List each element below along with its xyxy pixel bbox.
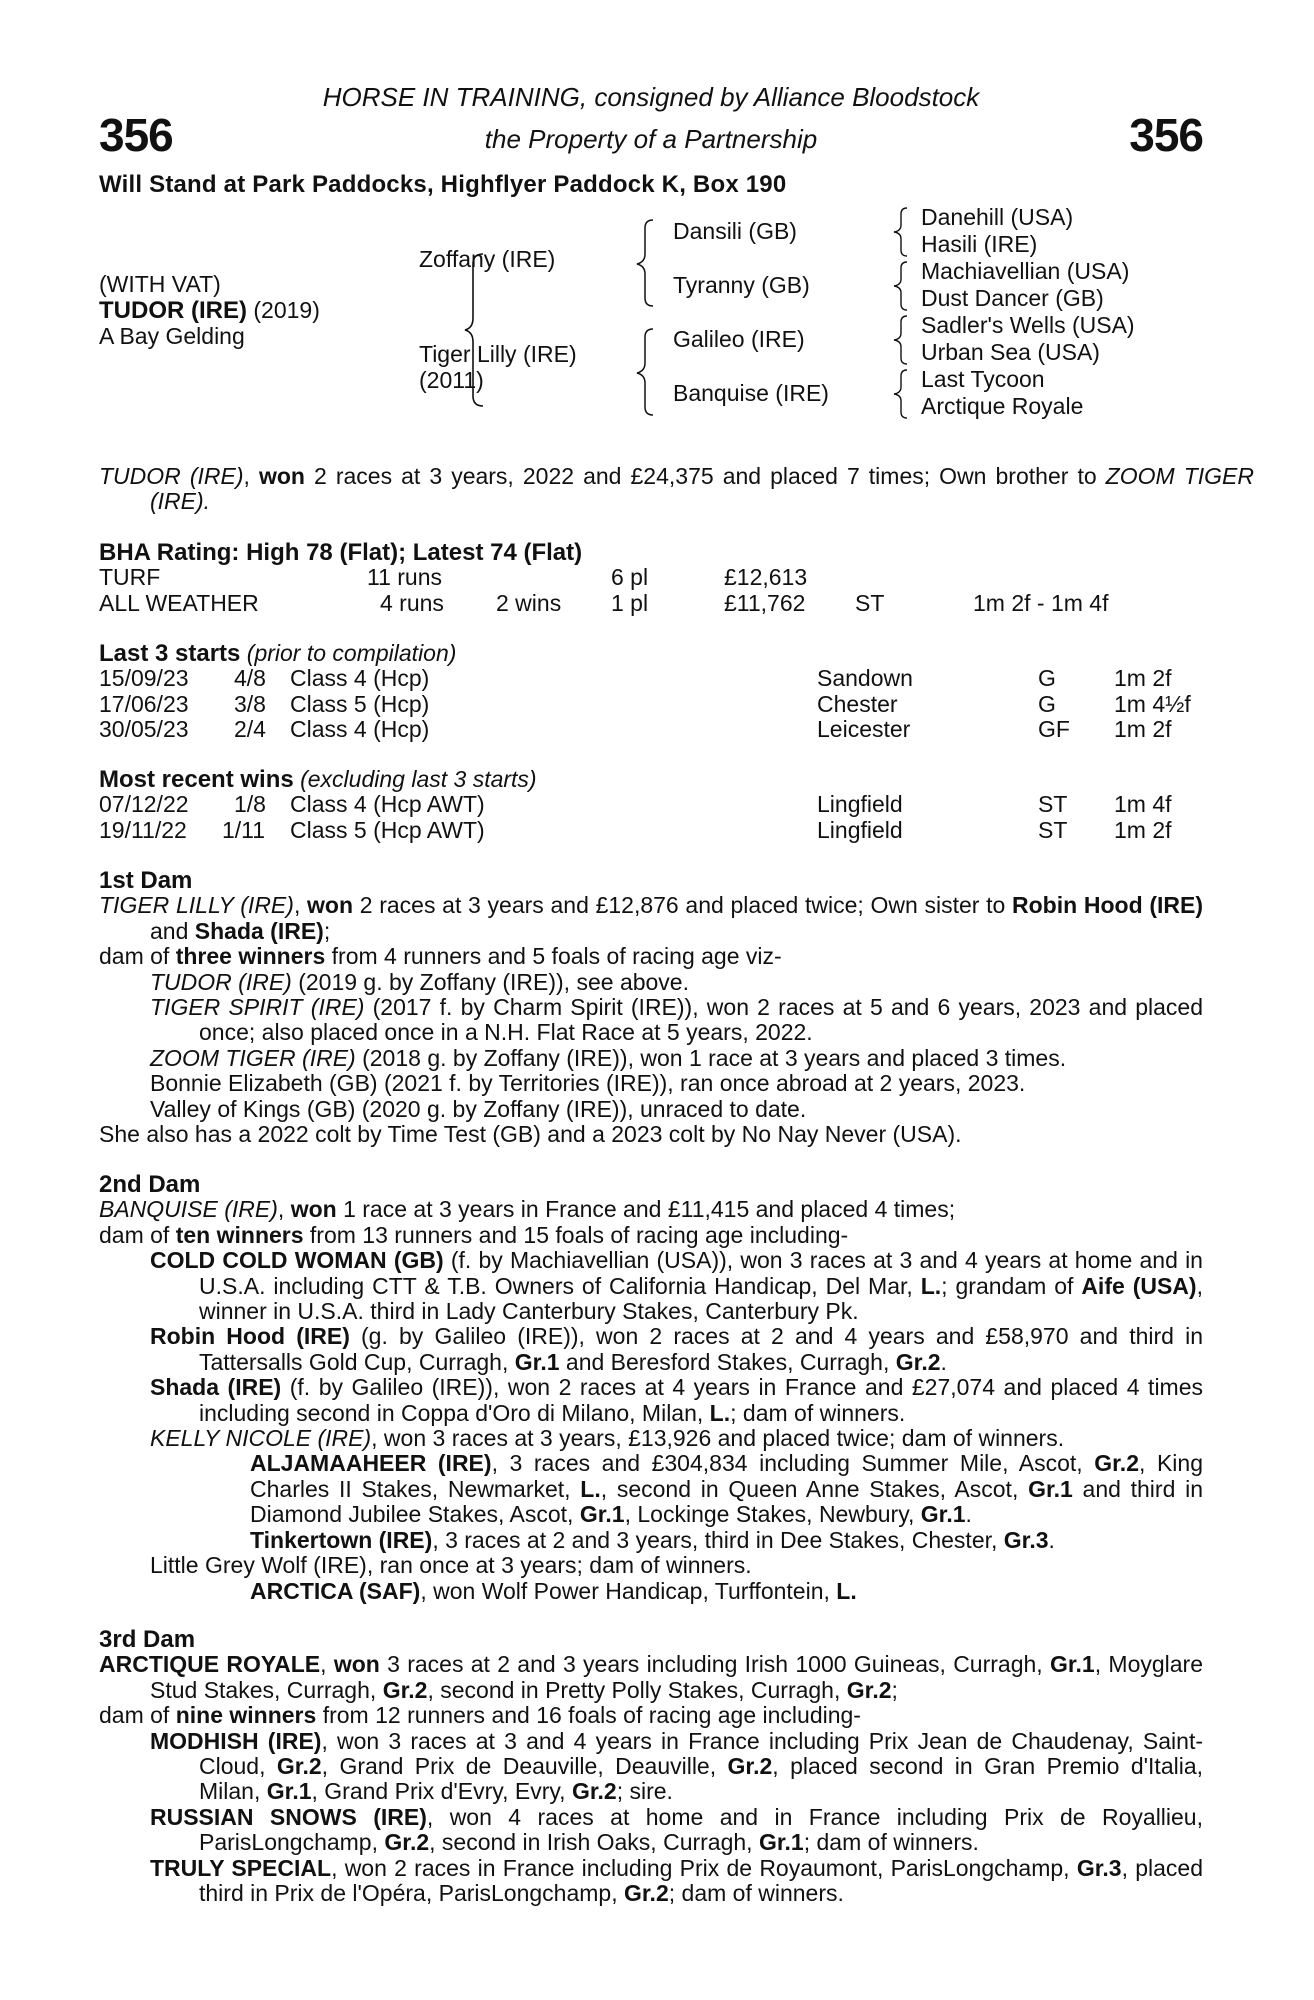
dam: Tiger Lilly (IRE): [419, 341, 577, 367]
third-dam-heading: 3rd Dam: [99, 1626, 196, 1653]
produce-item: Little Grey Wolf (IRE), ran once at 3 years; dam of winners.: [150, 1552, 752, 1579]
start-course: Sandown: [817, 665, 913, 692]
start-date: 15/09/23: [99, 665, 189, 692]
rating-surface: TURF: [99, 564, 161, 591]
dam-brace: [633, 325, 659, 417]
lot-number-right: 356: [1129, 109, 1203, 161]
dam-year: (2011): [419, 367, 484, 393]
sire: Zoffany (IRE): [419, 246, 556, 272]
produce-item: ZOOM TIGER (IRE) (2018 g. by Zoffany (IRE)), won 1 race at 3 years and placed 3 times.: [150, 1044, 1067, 1071]
start-class: Class 4 (Hcp): [290, 716, 430, 743]
second-dam-heading: 2nd Dam: [99, 1171, 201, 1198]
summary-brother: ZOOM TIGER (IRE).: [150, 463, 1254, 515]
win-distance: 1m 4f: [1114, 791, 1172, 818]
rating-placed: 1 pl: [611, 589, 649, 616]
win-course: Lingfield: [817, 816, 903, 843]
gg-6: Urban Sea (USA): [921, 339, 1100, 365]
start-position: 4/8: [234, 665, 266, 692]
win-distance: 1m 2f: [1114, 816, 1172, 843]
consignment-line: HORSE IN TRAINING, consigned by Alliance Bloodstock: [322, 82, 980, 112]
gg-1: Danehill (USA): [921, 204, 1074, 230]
win-row: [99, 792, 1203, 817]
produce-item: TIGER SPIRIT (IRE) (2017 f. by Charm Spirit (IRE)), won 2 races at 5 and 6 years, 2023 and placed once; also placed once in a N.H. Flat Race at 5 years, 2022.: [150, 994, 1204, 1046]
rating-prize: £12,613: [724, 564, 808, 591]
rating-runs: 4 runs: [380, 589, 444, 616]
first-dam-foals-note: She also has a 2022 colt by Time Test (GB) and a 2023 colt by No Nay Never (USA).: [99, 1121, 962, 1148]
horse-name-line: [99, 297, 320, 324]
dam-dam: Banquise (IRE): [673, 380, 829, 406]
first-dam-record: TIGER LILLY (IRE), won 2 races at 3 years and £12,876 and placed twice; Own sister to Robin Hood (IRE) and Shada (IRE);: [99, 892, 1203, 944]
vat-note: (WITH VAT): [99, 271, 221, 297]
first-dam-heading: 1st Dam: [99, 867, 193, 894]
rating-runs: 11 runs: [367, 564, 443, 591]
produce-item: TRULY SPECIAL, won 2 races in France including Prix de Royaumont, ParisLongchamp, Gr.3, placed third in Prix de l'Opéra, ParisLongchamp, Gr.2; dam of winners.: [150, 1854, 1203, 1907]
grand-produce-item: ARCTICA (SAF), won Wolf Power Handicap, Turffontein, L.: [250, 1577, 857, 1604]
lot-number-left: 356: [99, 109, 173, 161]
start-class: Class 5 (Hcp): [290, 690, 430, 717]
gg-2: Hasili (IRE): [921, 231, 1038, 257]
gg-3: Machiavellian (USA): [921, 258, 1130, 284]
start-row: [99, 692, 1203, 717]
dam-sire: Galileo (IRE): [673, 326, 805, 352]
horse-name: TUDOR (IRE): [99, 297, 247, 324]
horse-year: (2019): [253, 297, 320, 323]
start-position: 2/4: [234, 716, 266, 743]
produce-item: Bonnie Elizabeth (GB) (2021 f. by Territories (IRE)), ran once abroad at 2 years, 2023.: [150, 1070, 1026, 1097]
start-going: GF: [1038, 716, 1070, 743]
rating-wins: 2 wins: [496, 589, 562, 616]
start-course: Chester: [817, 690, 898, 717]
rating-prize: £11,762: [724, 589, 806, 616]
start-course: Leicester: [817, 716, 911, 743]
stabling-line: Will Stand at Park Paddocks, Highflyer Paddock K, Box 190: [99, 171, 787, 198]
start-going: G: [1038, 690, 1056, 717]
start-row: [99, 717, 1203, 742]
third-dam-record: ARCTIQUE ROYALE, won 3 races at 2 and 3 years including Irish 1000 Guineas, Curragh, Gr.1, Moyglare Stud Stakes, Curragh, Gr.2, second in Pretty Polly Stakes, Curragh, Gr.2;: [99, 1651, 1204, 1703]
rating-dist: 1m 2f - 1m 4f: [973, 589, 1109, 616]
produce-item: RUSSIAN SNOWS (IRE), won 4 races at home and in France including Prix de Royallieu, ParisLongchamp, Gr.2, second in Irish Oaks, Curragh, Gr.1; dam of winners.: [150, 1803, 1203, 1856]
gg-7: Last Tycoon: [921, 366, 1045, 392]
rating-going: ST: [855, 589, 885, 616]
grand-produce-item: ALJAMAAHEER (IRE), 3 races and £304,834 including Summer Mile, Ascot, Gr.2, King Charles II Stakes, Newmarket, L., second in Queen Anne Stakes, Ascot, Gr.1 and third in Diamond Jubilee Stakes, Ascot, Gr.1, Lockinge Stakes, Newbury, Gr.1.: [250, 1450, 1203, 1528]
win-position: 1/8: [234, 791, 266, 818]
win-going: ST: [1038, 791, 1068, 818]
start-class: Class 4 (Hcp): [290, 665, 430, 692]
produce-item: Robin Hood (IRE) (g. by Galileo (IRE)), won 2 races at 2 and 4 years and £58,970 and third in Tattersalls Gold Cup, Curragh, Gr.1 and Beresford Stakes, Curragh, Gr.2.: [150, 1323, 1203, 1375]
recent-wins-section: [99, 767, 1203, 843]
rating-row-aw: [99, 591, 1203, 616]
win-course: Lingfield: [817, 791, 903, 818]
produce-item: TUDOR (IRE) (2019 g. by Zoffany (IRE)), see above.: [150, 968, 689, 995]
first-dam-section: [99, 868, 1203, 1147]
win-date: 07/12/22: [99, 791, 189, 818]
gg-8: Arctique Royale: [921, 393, 1084, 419]
rating-surface: ALL WEATHER: [99, 589, 259, 616]
gg-5: Sadler's Wells (USA): [921, 312, 1135, 338]
third-dam-section: [99, 1627, 1203, 1906]
sire-sire: Dansili (GB): [673, 218, 797, 244]
horse-description: A Bay Gelding: [99, 323, 245, 349]
rating-section: [99, 540, 1203, 616]
grand-produce-item: Tinkertown (IRE), 3 races at 2 and 3 years, third in Dee Stakes, Chester, Gr.3.: [250, 1526, 1055, 1553]
start-position: 3/8: [234, 690, 266, 717]
win-position: 1/11: [222, 816, 266, 843]
rating-placed: 6 pl: [611, 564, 649, 591]
start-distance: 1m 4½f: [1114, 690, 1191, 717]
gg-4: Dust Dancer (GB): [921, 285, 1104, 311]
sire-brace: [633, 216, 659, 308]
horse-summary: TUDOR (IRE), won 2 races at 3 years, 2022 and £24,375 and placed 7 times; Own brother to ZOOM TIGER (IRE).: [99, 463, 1254, 515]
start-date: 30/05/23: [99, 716, 189, 743]
second-dam-produce-intro: dam of ten winners from 13 runners and 15 foals of racing age including-: [99, 1221, 849, 1248]
sire-dam: Tyranny (GB): [673, 272, 810, 298]
recent-wins-heading: Most recent wins (excluding last 3 starts): [99, 766, 537, 793]
produce-item: KELLY NICOLE (IRE), won 3 races at 3 years, £13,926 and placed twice; dam of winners.: [150, 1425, 1065, 1452]
first-dam-produce-intro: dam of three winners from 4 runners and 5 foals of racing age viz-: [99, 943, 782, 970]
start-distance: 1m 2f: [1114, 716, 1172, 743]
win-going: ST: [1038, 816, 1068, 843]
property-line: the Property of a Partnership: [484, 124, 818, 154]
start-going: G: [1038, 665, 1056, 692]
start-row: [99, 666, 1203, 691]
second-dam-record: BANQUISE (IRE), won 1 race at 3 years in France and £11,415 and placed 4 times;: [99, 1196, 956, 1223]
win-row: [99, 818, 1203, 843]
win-class: Class 5 (Hcp AWT): [290, 816, 485, 843]
summary-won: won: [258, 463, 305, 489]
start-date: 17/06/23: [99, 690, 189, 717]
summary-name: TUDOR (IRE): [99, 463, 244, 489]
third-dam-produce-intro: dam of nine winners from 12 runners and 16 foals of racing age including-: [99, 1702, 861, 1729]
second-dam-section: [99, 1172, 1203, 1604]
produce-item: Shada (IRE) (f. by Galileo (IRE)), won 2 races at 4 years in France and £27,074 and placed 4 times including second in Coppa d'Oro di Milano, Milan, L.; dam of winners.: [150, 1374, 1204, 1426]
last-starts-heading: Last 3 starts (prior to compilation): [99, 640, 457, 667]
catalogue-page: [99, 0, 1254, 2000]
win-class: Class 4 (Hcp AWT): [290, 791, 485, 818]
produce-item: COLD COLD WOMAN (GB) (f. by Machiavellian (USA)), won 3 races at 3 and 4 years at home and in U.S.A. including CTT & T.B. Owners of California Handicap, Del Mar, L.; grandam of Aife (USA), winner in U.S.A. third in Lady Canterbury Stakes, Canterbury Pk.: [150, 1247, 1203, 1325]
rating-heading: BHA Rating: High 78 (Flat); Latest 74 (Flat): [99, 539, 583, 566]
summary-text: 2 races at 3 years, 2022 and £24,375 and placed 7 times; Own brother to: [304, 463, 1106, 489]
start-distance: 1m 2f: [1114, 665, 1172, 692]
win-date: 19/11/22: [99, 816, 187, 843]
grandparents-braces: [889, 205, 911, 425]
produce-item: MODHISH (IRE), won 3 races at 3 and 4 years in France including Prix Jean de Chaudenay, Saint-Cloud, Gr.2, Grand Prix de Deauville, Deauville, Gr.2, placed second in Gran Premio d'Italia, Milan, Gr.1, Grand Prix d'Evry, Evry, Gr.2; sire.: [150, 1727, 1204, 1805]
last-starts-section: [99, 641, 1203, 743]
rating-row-turf: [99, 565, 1203, 590]
produce-item: Valley of Kings (GB) (2020 g. by Zoffany (IRE)), unraced to date.: [150, 1095, 807, 1122]
